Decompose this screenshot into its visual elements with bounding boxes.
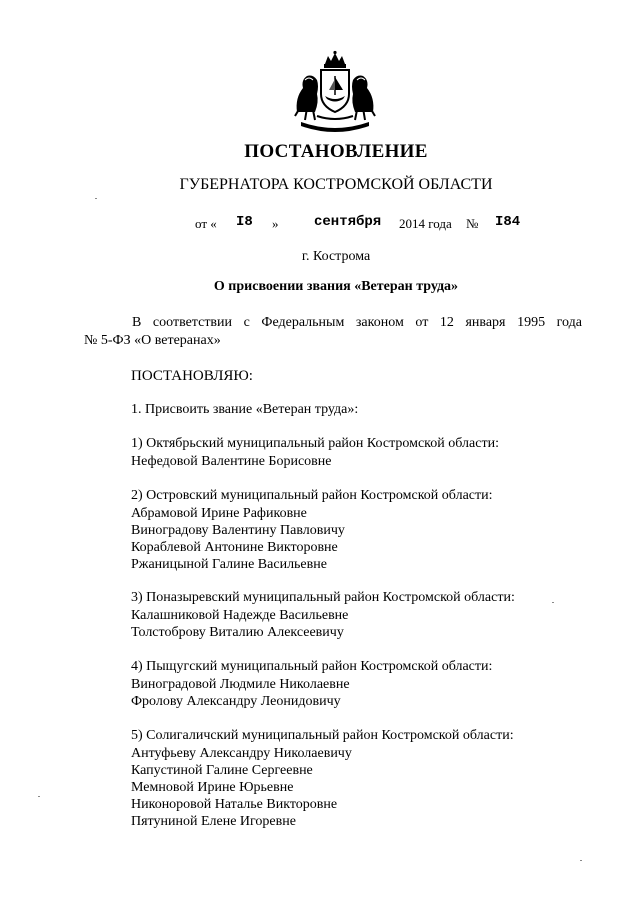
- person-name: Фролову Александру Леонидовичу: [131, 694, 341, 709]
- person-name: Кораблевой Антонине Викторовне: [131, 540, 338, 555]
- person-name: Никоноровой Наталье Викторовне: [131, 797, 338, 812]
- district-title: 5) Солигаличский муниципальный район Костромской области:: [131, 728, 514, 743]
- coat-of-arms-icon: [287, 50, 383, 136]
- person-name: Капустиной Галине Сергеевне: [131, 763, 313, 778]
- number-sign: №: [466, 216, 479, 231]
- document-title: ПОСТАНОВЛЕНИЕ: [244, 141, 428, 162]
- person-name: Пятуниной Елене Игоревне: [131, 814, 296, 829]
- preamble-paragraph: [84, 314, 582, 350]
- document-subtitle: ГУБЕРНАТОРА КОСТРОМСКОЙ ОБЛАСТИ: [179, 176, 493, 193]
- date-prefix: от «: [195, 216, 217, 231]
- date-close-quote: »: [272, 216, 279, 231]
- decree-word: ПОСТАНОВЛЯЮ:: [131, 368, 253, 384]
- preamble-line-1: В соответствии с Федеральным законом от 12 января 1995 года: [132, 315, 582, 330]
- city-line: г. Кострома: [301, 249, 371, 264]
- district-title: 2) Островский муниципальный район Костромской области:: [131, 488, 493, 503]
- person-name: Нефедовой Валентине Борисовне: [131, 454, 332, 469]
- person-name: Мемновой Ирине Юрьевне: [131, 780, 294, 795]
- person-name: Виноградову Валентину Павловичу: [131, 523, 345, 538]
- person-name: Калашниковой Надежде Васильевне: [131, 608, 349, 623]
- date-day: I8: [236, 214, 253, 230]
- person-name: Абрамовой Ирине Рафиковне: [131, 506, 307, 521]
- person-name: Толстоброву Виталию Алексеевичу: [131, 625, 344, 640]
- person-name: Антуфьеву Александру Николаевичу: [131, 746, 352, 761]
- scan-speck: [95, 198, 97, 199]
- scan-speck: [38, 796, 40, 797]
- date-month: сентября: [314, 214, 382, 230]
- person-name: Виноградовой Людмиле Николаевне: [131, 677, 350, 692]
- scan-speck: [552, 602, 554, 603]
- document-heading: О присвоении звания «Ветеран труда»: [213, 279, 459, 294]
- preamble-line-2: № 5-ФЗ «О ветеранах»: [84, 333, 221, 348]
- person-name: Ржаницыной Галине Васильевне: [131, 557, 327, 572]
- document-number: I84: [495, 214, 521, 230]
- date-year: 2014 года: [399, 216, 452, 231]
- scan-speck: [580, 860, 582, 861]
- clause-1: 1. Присвоить звание «Ветеран труда»:: [131, 402, 359, 417]
- district-title: 4) Пыщугский муниципальный район Костромской области:: [131, 659, 493, 674]
- district-title: 3) Поназыревский муниципальный район Костромской области:: [131, 590, 515, 605]
- district-title: 1) Октябрьский муниципальный район Костромской области:: [131, 436, 499, 451]
